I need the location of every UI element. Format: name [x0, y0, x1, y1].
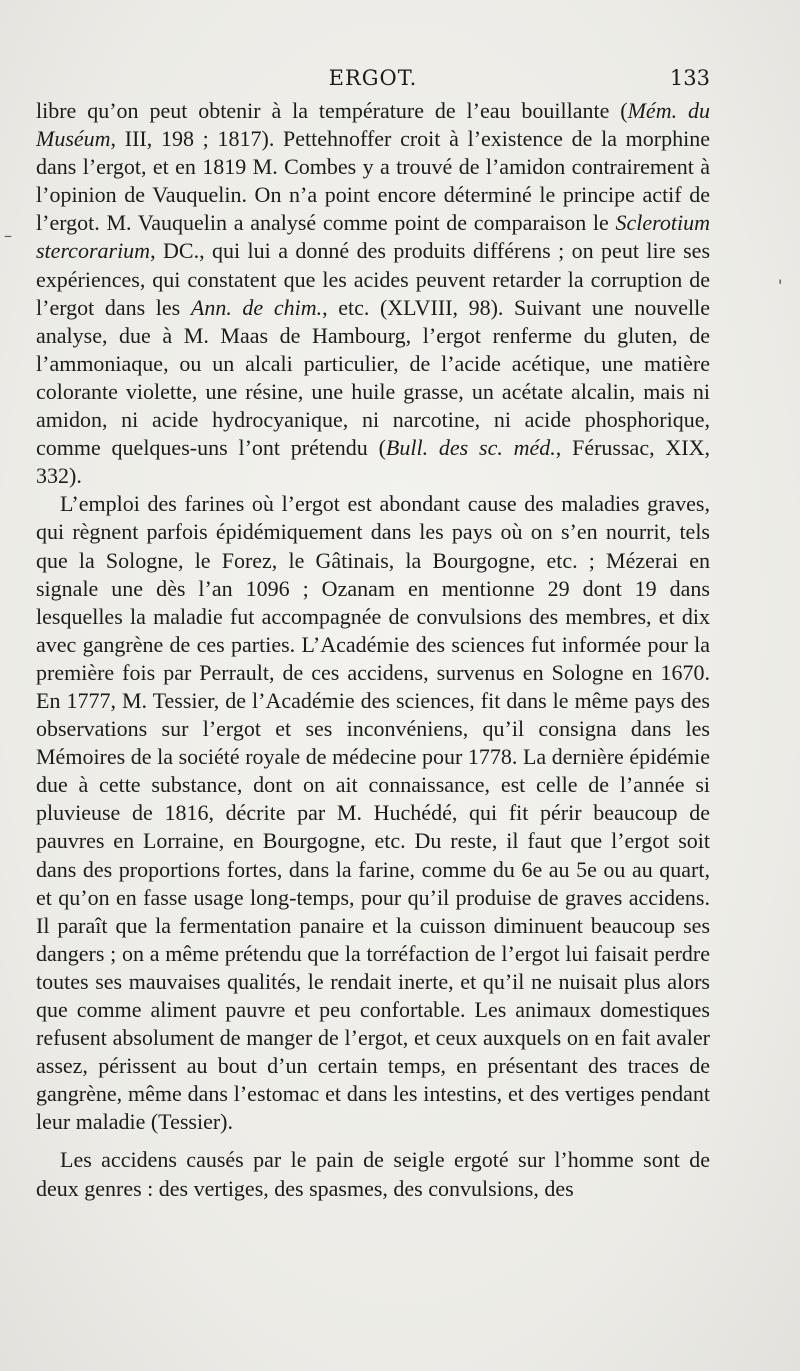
margin-mark: –: [4, 226, 12, 245]
paragraph-1: [36, 97, 710, 490]
text-run-italic: Bull. des sc. méd.: [385, 435, 556, 461]
text-run-italic: Sclerotium stercorarium: [36, 210, 710, 264]
text-run: , III, 198 ; 1817). Pettehnoffer croit à l’existence de la morphine dans l’ergot, et en 1819 M. Combes y a trouvé de l’amidon contrairement à l’opinion de Vauquelin. On n’a point encore déterminé le principe actif de l’ergot. M. Vauquelin a analysé comme point de comparaison le: [36, 126, 710, 236]
page-number: 133: [669, 66, 710, 90]
text-run: libre qu’on peut obtenir à la température de l’eau bouillante (: [36, 98, 628, 123]
margin-mark: ': [778, 276, 783, 295]
paragraph-3: [36, 1146, 710, 1202]
page-header: [36, 66, 710, 96]
text-run: L’emploi des farines où l’ergot est abondant cause des maladies graves, qui règnent parfois épidémiquement dans les pays où on s’en nourrit, tels que la Sologne, le Forez, le Gâtinais, la Bourgogne, etc. ; Mézerai en signale une dès l’an 1096 ; Ozanam en mentionne 29 dont 19 dans lesquelles la maladie fut accompagnée de convulsions des membres, et dix avec gangrène de ces parties. L’Académie des sciences fut informée pour la première fois par Perrault, de ces accidens, survenus en Sologne en 1670. En 1777, M. Tessier, de l’Académie des sciences, fit dans le même pays des observations sur l’ergot et ses inconvéniens, qu’il consigna dans les Mémoires de la société royale de médecine pour 1778. La dernière épidémie due à cette substance, dont on ait connaissance, est celle de l’année si pluvieuse de 1816, décrite par M. Huchédé, qui fit périr beaucoup de pauvres en Lorraine, en Bourgogne, etc. Du reste, il faut que l’ergot soit dans des proportions fortes, dans la farine, comme du 6e au 5e ou au quart, et qu’on en fasse usage long-temps, pour qu’il produise de graves accidens. Il paraît que la fermentation panaire et la cuisson diminuent beaucoup ses dangers ; on a même prétendu que la torréfaction de l’ergot lui faisait perdre toutes ses mauvaises qualités, le rendait inerte, et qu’il ne nuisait plus alors que comme aliment pauvre et peu confortable. Les animaux domestiques refusent absolument de manger de l’ergot, et ceux auxquels on en fait avaler assez, périssent au bout d’un certain temps, en présentant des traces de gangrène, même dans l’estomac et dans les intestins, et des vertiges pendant leur maladie (Tessier).: [36, 491, 710, 1135]
body-text: [36, 97, 710, 1203]
text-run-italic: Ann. de chim.: [190, 294, 323, 320]
text-run-italic: Mém. du Muséum: [36, 98, 710, 152]
paragraph-2: [36, 490, 710, 1136]
text-run: , etc. (XLVIII, 98). Suivant une nouvelle analyse, due à M. Maas de Hambourg, l’ergot renferme du gluten, de l’ammoniaque, ou un alcali particulier, de l’acide acétique, une matière colorante violette, une résine, une huile grasse, un acétate alcalin, mais ni amidon, ni acide hydrocyanique, ni narcotine, ni acide phosphorique, comme quelques-uns l’ont prétendu (: [36, 294, 711, 461]
text-run: , DC., qui lui a donné des produits différens ; on peut lire ses expériences, qui constatent que les acides peuvent retarder la corruption de l’ergot dans les: [36, 238, 710, 320]
text-run: Les accidens causés par le pain de seigle ergoté sur l’homme sont de deux genres : des vertiges, des spasmes, des convulsions, des: [36, 1147, 710, 1201]
running-title: ERGOT.: [328, 66, 418, 90]
text-run: , Férussac, XIX, 332).: [36, 435, 710, 489]
